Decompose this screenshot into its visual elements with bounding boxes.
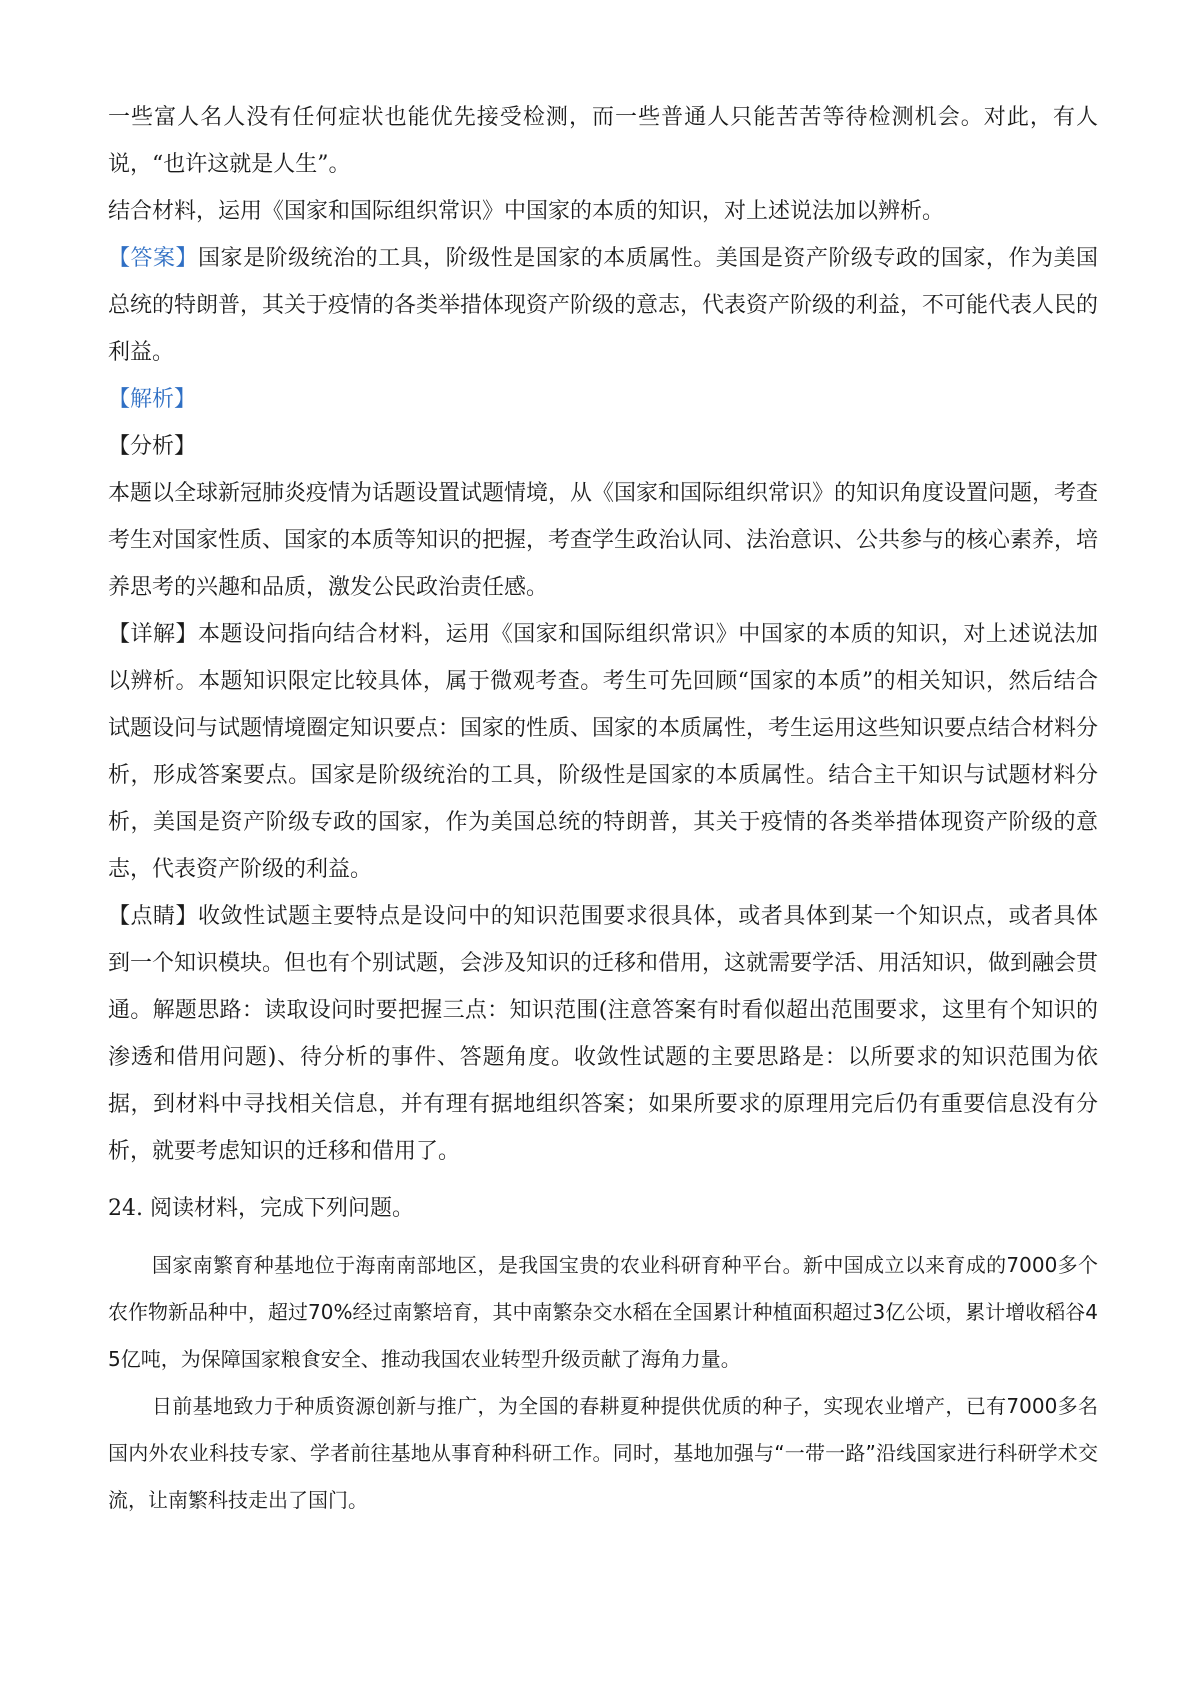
fenxi-tag: 【分析】 [108, 434, 197, 459]
tip-tag: 【点睛】 [108, 904, 199, 929]
answer-tag: 【答案】 [108, 246, 199, 271]
question-24-title: 24. 阅读材料，完成下列问题。 [108, 1196, 414, 1221]
detail-text: 本题设问指向结合材料，运用《国家和国际组织常识》中国家的本质的知识，对上述说法加以辨析。本题知识限定比较具体，属于微观考查。考生可先回顾“国家的本质”的相关知识，然后结合试题设问与试题情境圈定知识要点：国家的性质、国家的本质属性，考生运用这些知识要点结合材料分析，形成答案要点。国家是阶级统治的工具，阶级性是国家的本质属性。结合主干知识与试题材料分析，美国是资产阶级专政的国家，作为美国总统的特朗普，其关于疫情的各类举措体现资产阶级的意志，代表资产阶级的利益。 [108, 622, 1099, 882]
material-paragraph-2: 日前基地致力于种质资源创新与推广，为全国的春耕夏种提供优质的种子，实现农业增产，已有7000多名国内外农业科技专家、学者前往基地从事育种科研工作。同时，基地加强与“一带一路”沿线国家进行科研学术交流，让南繁科技走出了国门。 [108, 1394, 1098, 1512]
detail-paragraph [108, 611, 1098, 893]
document-page [108, 94, 1098, 1524]
analysis-tag: 【解析】 [108, 387, 197, 412]
answer-text: 国家是阶级统治的工具，阶级性是国家的本质属性。美国是资产阶级专政的国家，作为美国总统的特朗普，其关于疫情的各类举措体现资产阶级的意志，代表资产阶级的利益，不可能代表人民的利益。 [108, 246, 1099, 365]
tip-paragraph [108, 893, 1098, 1175]
fenxi-text: 本题以全球新冠肺炎疫情为话题设置试题情境，从《国家和国际组织常识》的知识角度设置问题，考查考生对国家性质、国家的本质等知识的把握，考查学生政治认同、法治意识、公共参与的核心素养，培养思考的兴趣和品质，激发公民政治责任感。 [108, 481, 1099, 600]
question-prompt: 结合材料，运用《国家和国际组织常识》中国家的本质的知识，对上述说法加以辨析。 [108, 199, 945, 224]
material-paragraph-1: 国家南繁育种基地位于海南南部地区，是我国宝贵的农业科研育种平台。新中国成立以来育成的7000多个农作物新品种中，超过70%经过南繁培育，其中南繁杂交水稻在全国累计种植面积超过3亿公顷，累计增收稻谷45亿吨，为保障国家粮食安全、推动我国农业转型升级贡献了海角力量。 [108, 1253, 1098, 1371]
detail-tag: 【详解】 [108, 622, 199, 647]
question-material-text: 一些富人名人没有任何症状也能优先接受检测，而一些普通人只能苦苦等待检测机会。对此，有人说，“也许这就是人生”。 [108, 105, 1098, 177]
tip-text: 收敛性试题主要特点是设问中的知识范围要求很具体，或者具体到某一个知识点，或者具体到一个知识模块。但也有个别试题，会涉及知识的迁移和借用，这就需要学活、用活知识，做到融会贯通。解题思路：读取设问时要把握三点：知识范围(注意答案有时看似超出范围要求，这里有个知识的渗透和借用问题)、待分析的事件、答题角度。收敛性试题的主要思路是：以所要求的知识范围为依据，到材料中寻找相关信息，并有理有据地组织答案；如果所要求的原理用完后仍有重要信息没有分析，就要考虑知识的迁移和借用了。 [108, 904, 1099, 1164]
answer-paragraph [108, 235, 1098, 376]
